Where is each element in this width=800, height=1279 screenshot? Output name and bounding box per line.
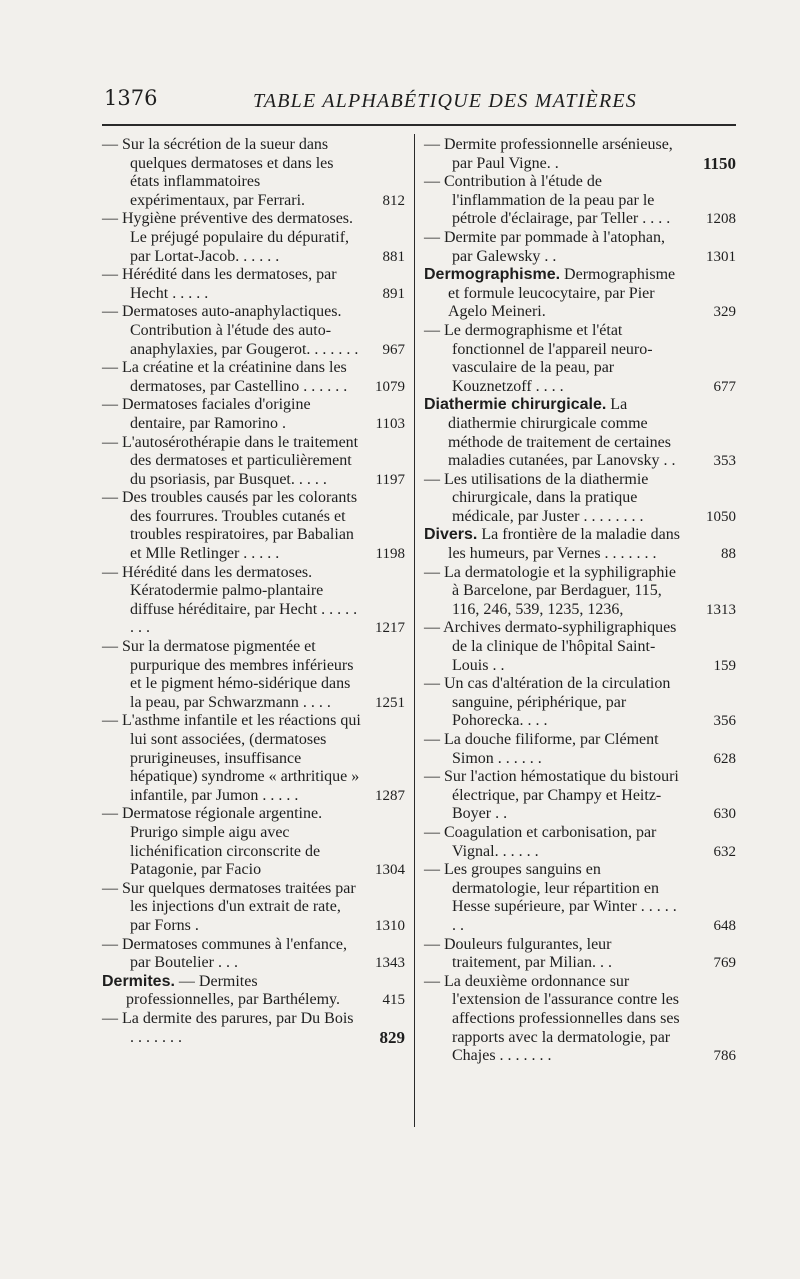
index-entry [424,526,736,563]
page-reference: 415 [382,992,405,1009]
running-title: TABLE ALPHABÉTIQUE DES MATIÈRES [252,90,638,112]
index-entry [102,136,405,210]
page-reference: 1251 [375,694,405,711]
index-entry [424,136,736,173]
entry-text [102,396,361,433]
index-entry [424,619,736,675]
index-entry [424,824,736,861]
entry-description: — Dermite par pommade à l'atophan, par Galewsky . . [424,228,666,265]
index-entry [102,359,405,396]
entry-text [424,396,684,470]
entry-text [424,824,684,861]
page-reference: 1217 [375,620,405,637]
entry-text [424,973,684,1066]
page-reference: 1050 [706,508,736,525]
entry-text [424,768,684,824]
entry-text [424,861,684,935]
entry-description: — L'asthme infantile et les réactions qui lui sont associées, (dermatoses prurigineuses, insuffisance hépatique) syndrome « arthritique » infantile, par Jumon . . . . . [102,712,361,804]
entry-description: — Dermatose régionale argentine. Prurigo simple aigu avec lichénification circonscrite de Patagonie, par Facio [102,805,323,879]
page-reference: 1198 [375,546,405,563]
index-entry [424,229,736,266]
topic-heading: Divers. [424,526,478,544]
page-reference: 1301 [706,248,736,265]
page-reference: 1150 [702,153,736,173]
index-entry [102,434,405,490]
entry-description: — Dermite professionnelle arsénieuse, par Paul Vigne. . [424,136,673,172]
index-entry [102,805,405,879]
index-entry [102,880,405,936]
page-reference: 786 [713,1048,736,1065]
entry-description: — La dermatologie et la syphiligraphie à Barcelone, par Berdaguer, 115, 116, 246, 539, 1235, 1236, [424,563,676,618]
entry-description: — La deuxième ordonnance sur l'extension de l'assurance contre les affections professionnelles dans ses rapports avec la dermatologie, par Chajes . . . . . . . [424,972,680,1065]
entry-text [424,173,684,229]
page-reference: 329 [713,304,736,321]
entry-description: — Un cas d'altération de la circulation sanguine, périphérique, par Pohorecka. . . . [424,675,671,730]
index-entry [102,210,405,266]
entry-text [102,136,361,210]
entry-description: — Douleurs fulgurantes, leur traitement, par Milian. . . [424,935,612,972]
page-reference: 630 [713,806,736,823]
page-number: 1376 [104,86,158,110]
index-entry [102,638,405,712]
page-reference: 881 [382,248,405,265]
entry-description: — Hérédité dans les dermatoses. Kératodermie palmo-plantaire diffuse héréditaire, par Hecht . . . . . . . . [102,563,358,637]
entry-description: — La créatine et la créatinine dans les dermatoses, par Castellino . . . . . . [102,359,348,395]
header-rule [102,124,736,126]
page-reference: 159 [713,657,736,674]
index-entry [424,768,736,824]
entry-text [102,359,361,396]
entry-text [424,136,684,173]
entry-text [424,936,684,973]
page-reference: 1313 [706,601,736,618]
page-reference: 677 [713,378,736,395]
index-entry [102,564,405,638]
page-reference: 967 [382,341,405,358]
page-reference: 1343 [375,955,405,972]
entry-description: — Coagulation et carbonisation, par Vignal. . . . . . [424,823,657,860]
index-entry [424,322,736,396]
entry-description: — Dermatoses faciales d'origine dentaire, par Ramorino . [102,396,311,432]
index-entry [424,861,736,935]
entry-text [424,322,684,396]
entry-description: La frontière de la maladie dans les humeurs, par Vernes . . . . . . . [448,526,680,563]
left-column [102,136,405,1047]
entry-description: — Des troubles causés par les colorants des fourrures. Troubles cutanés et troubles respiratoires, par Babalian et Mlle Retlinger . . . . . [102,489,358,563]
index-entry [102,712,405,805]
entry-description: — Les utilisations de la diathermie chirurgicale, dans la pratique médicale, par Juster . . . . . . . . [424,470,649,525]
index-entry [102,489,405,563]
entry-description: La diathermie chirurgicale comme méthode de traitement de certaines maladies cutanées, par Lanovsky . . [448,396,676,470]
entry-text [424,564,684,620]
entry-description: — L'autosérothérapie dans le traitement des dermatoses et particulièrement du psoriasis, par Busquet. . . . . [102,433,359,488]
entry-description: — Archives dermato-syphiligraphiques de la clinique de l'hôpital Saint-Louis . . [424,619,677,674]
entry-description: — Les groupes sanguins en dermatologie, leur répartition en Hesse supérieure, par Winter . . . . . . . [424,861,677,934]
entry-description: — Sur la dermatose pigmentée et purpurique des membres inférieurs et le pigment hémo-sidérique dans la peau, par Schwarzmann . . . . [102,638,354,711]
index-entry [102,266,405,303]
page-reference: 628 [713,750,736,767]
entry-description: — Sur quelques dermatoses traitées par les injections d'un extrait de rate, par Forns . [102,879,356,934]
entry-description: — Le dermographisme et l'état fonctionnel de l'appareil neuro-vasculaire de la peau, par Kouznetzoff . . . . [424,321,653,395]
entry-description: Dermographisme et formule leucocytaire, par Pier Agelo Meineri. [448,266,676,321]
index-entry [424,936,736,973]
index-entry [424,731,736,768]
page-reference: 812 [382,192,405,209]
index-entry [424,266,736,322]
page-reference: 1103 [375,415,405,432]
index-entry [102,1010,405,1047]
entry-description: — Dermatoses auto-anaphylactiques. Contribution à l'étude des auto-anaphylaxies, par Gougerot. . . . . . . [102,303,359,358]
entry-text [102,805,361,879]
page-reference: 356 [713,713,736,730]
page-reference: 1208 [706,211,736,228]
page-reference: 1287 [375,787,405,804]
page-reference: 648 [713,917,736,934]
page-reference: 1310 [375,917,405,934]
index-entry [102,936,405,973]
index-entry [102,396,405,433]
page-reference: 632 [713,843,736,860]
entry-description: — Hérédité dans les dermatoses, par Hecht . . . . . [102,266,337,302]
index-entry [424,173,736,229]
page-reference: 829 [379,1027,405,1047]
entry-description: — Dermatoses communes à l'enfance, par Boutelier . . . [102,935,348,972]
topic-heading: Diathermie chirurgicale. [424,396,607,414]
entry-description: — Sur la sécrétion de la sueur dans quelques dermatoses et dans les états inflammatoires expérimentaux, par Ferrari. [102,136,334,209]
index-entry [424,675,736,731]
entry-text [424,229,684,266]
page-reference: 1304 [375,862,405,879]
page-reference: 1079 [375,378,405,395]
page-reference: 891 [382,285,405,302]
entry-text [424,675,684,731]
page-reference: 353 [713,453,736,470]
entry-text [102,434,361,490]
entry-text [424,471,684,527]
entry-text [102,973,361,1010]
entry-text [102,210,361,266]
entry-description: — La dermite des parures, par Du Bois . . . . . . . [102,1009,354,1046]
entry-text [102,936,361,973]
entry-text [102,638,361,712]
page-reference: 88 [721,546,736,563]
entry-text [424,619,684,675]
entry-description: — Hygiène préventive des dermatoses. Le préjugé populaire du dépuratif, par Lortat-Jacob. . . . . . [102,210,354,265]
index-entry [424,396,736,470]
entry-text [102,266,361,303]
entry-text [424,731,684,768]
index-entry [102,973,405,1010]
entry-text [102,712,361,805]
entry-text [102,303,361,359]
entry-text [424,266,684,322]
entry-text [102,880,361,936]
entry-text [102,489,361,563]
entry-description: — Dermites professionnelles, par Barthélemy. [126,972,341,1009]
topic-heading: Dermographisme. [424,266,561,284]
index-entry [424,973,736,1066]
entry-description: — Contribution à l'étude de l'inflammation de la peau par le pétrole d'éclairage, par Teller . . . . [424,173,671,228]
column-divider [414,134,415,1127]
entry-text [102,1010,361,1047]
index-entry [424,471,736,527]
page-reference: 1197 [375,471,405,488]
page-reference: 769 [713,955,736,972]
entry-text [102,564,361,638]
entry-text [424,526,684,563]
entry-description: — La douche filiforme, par Clément Simon . . . . . . [424,731,659,767]
index-entry [102,303,405,359]
entry-description: — Sur l'action hémostatique du bistouri électrique, par Champy et Heitz-Boyer . . [424,768,679,823]
topic-heading: Dermites. [102,972,175,990]
index-entry [424,564,736,620]
right-column [424,136,736,1066]
